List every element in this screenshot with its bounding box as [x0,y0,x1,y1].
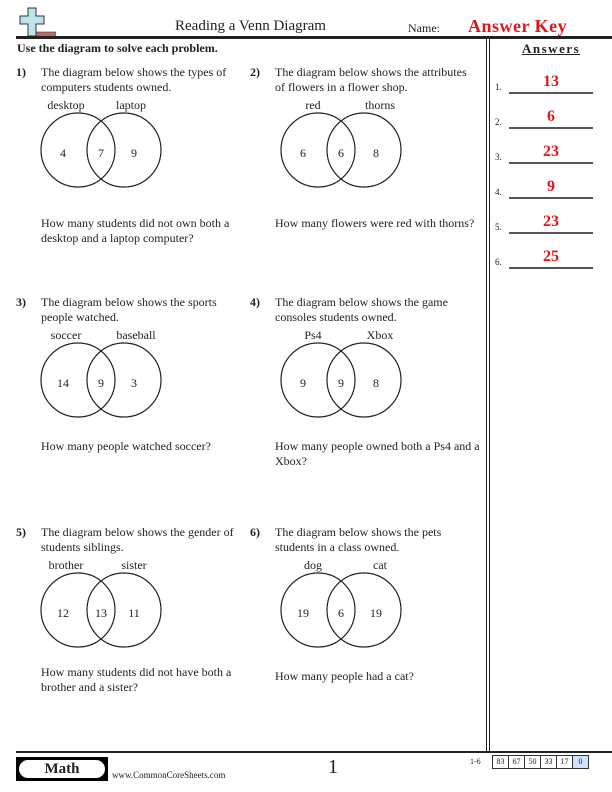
problem-number: 5) [16,525,26,539]
math-badge [16,757,108,781]
venn-diagram [36,558,206,673]
problem-number: 6) [250,525,260,539]
answer-line [509,267,593,269]
venn-left-value: 12 [57,606,69,620]
math-badge-label: Math [19,760,105,778]
problem-question: How many students did not have both a brother and a sister? [41,665,232,694]
venn-left-label: soccer [50,328,82,342]
problem-text: The diagram below shows the pets students in a class owned. [275,525,442,554]
answer-row [495,245,605,269]
venn-right-label: Xbox [366,328,394,342]
answer-row [495,140,605,164]
score-cell: 67 [509,756,525,768]
answer-number: 2. [495,117,502,127]
problem-question: How many people owned both a Ps4 and a Xbox? [275,439,480,468]
problem-text: The diagram below shows the gender of students siblings. [41,525,234,554]
venn-left-label: brother [48,558,84,572]
answer-line [509,127,593,129]
instructions: Use the diagram to solve each problem. [17,41,218,55]
answers-divider [486,38,487,751]
venn-left-label: red [305,98,321,112]
answer-value[interactable]: 9 [547,178,555,195]
venn-left-label: Ps4 [304,328,322,342]
answer-row [495,175,605,199]
answer-line [509,232,593,234]
venn-diagram [276,98,446,213]
answer-line [509,92,593,94]
venn-both-value: 13 [95,606,107,620]
answer-line [509,162,593,164]
venn-diagram [276,558,446,673]
problem-question: How many students did not own both a desktop and a laptop computer? [41,216,230,245]
answer-number: 6. [495,257,502,267]
problem-text: The diagram below shows the types of computers students owned. [41,65,227,94]
venn-right-label: baseball [116,328,156,342]
problem-question: How many people watched soccer? [41,439,211,453]
venn-right-label: laptop [116,98,146,112]
answer-line [509,197,593,199]
answer-value[interactable]: 6 [547,108,555,125]
venn-diagram [36,98,206,213]
problem-number: 1) [16,65,26,79]
venn-both-value: 6 [338,146,344,160]
venn-right-value: 8 [373,146,379,160]
answer-value[interactable]: 25 [543,248,559,265]
venn-left-value: 4 [60,146,66,160]
problem-text: The diagram below shows the sports people watched. [41,295,217,324]
score-range-label: 1-6 [470,757,481,766]
answer-number: 4. [495,187,502,197]
venn-left-label: desktop [47,98,85,112]
venn-left-value: 6 [300,146,306,160]
score-cell: 33 [541,756,557,768]
venn-both-value: 6 [338,606,344,620]
problem-number: 2) [250,65,260,79]
header-divider [16,36,612,39]
venn-right-value: 3 [131,376,137,390]
venn-right-label: sister [121,558,147,572]
venn-right-label: cat [373,558,387,572]
venn-right-value: 19 [370,606,382,620]
answer-row [495,210,605,234]
venn-left-label: dog [304,558,322,572]
venn-left-value: 9 [300,376,306,390]
venn-right-label: thorns [365,98,395,112]
venn-right-value: 8 [373,376,379,390]
answers-divider [489,38,490,751]
venn-left-value: 19 [297,606,309,620]
venn-both-value: 7 [98,146,104,160]
site-link[interactable]: www.CommonCoreSheets.com [112,770,226,780]
problem-question: How many people had a cat? [275,669,414,683]
venn-diagram [36,328,206,443]
problem-question: How many flowers were red with thorns? [275,216,475,230]
score-table [492,755,589,769]
answers-title: Answers [522,41,581,56]
venn-diagram [276,328,446,443]
answer-value[interactable]: 13 [543,73,559,90]
score-cell: 50 [525,756,541,768]
page-number: 1 [328,756,338,778]
answer-row [495,70,605,94]
problem-text: The diagram below shows the attributes of flowers in a flower shop. [275,65,467,94]
venn-right-value: 11 [128,606,140,620]
name-value: Answer Key [468,16,568,36]
footer-divider [16,751,612,753]
score-cell: 17 [557,756,573,768]
problem-text: The diagram below shows the game consoles students owned. [275,295,448,324]
answer-number: 1. [495,82,502,92]
answer-number: 3. [495,152,502,162]
problem-number: 3) [16,295,26,309]
venn-both-value: 9 [338,376,344,390]
answer-value[interactable]: 23 [543,213,559,230]
venn-right-value: 9 [131,146,137,160]
worksheet-title: Reading a Venn Diagram [175,18,326,34]
answer-number: 5. [495,222,502,232]
math-plus-logo-icon [16,6,56,38]
problem-number: 4) [250,295,260,309]
answer-value[interactable]: 23 [543,143,559,160]
name-label: Name: [408,21,440,35]
score-cell: 0 [573,756,588,768]
answer-row [495,105,605,129]
venn-both-value: 9 [98,376,104,390]
score-cell: 83 [493,756,509,768]
venn-left-value: 14 [57,376,69,390]
